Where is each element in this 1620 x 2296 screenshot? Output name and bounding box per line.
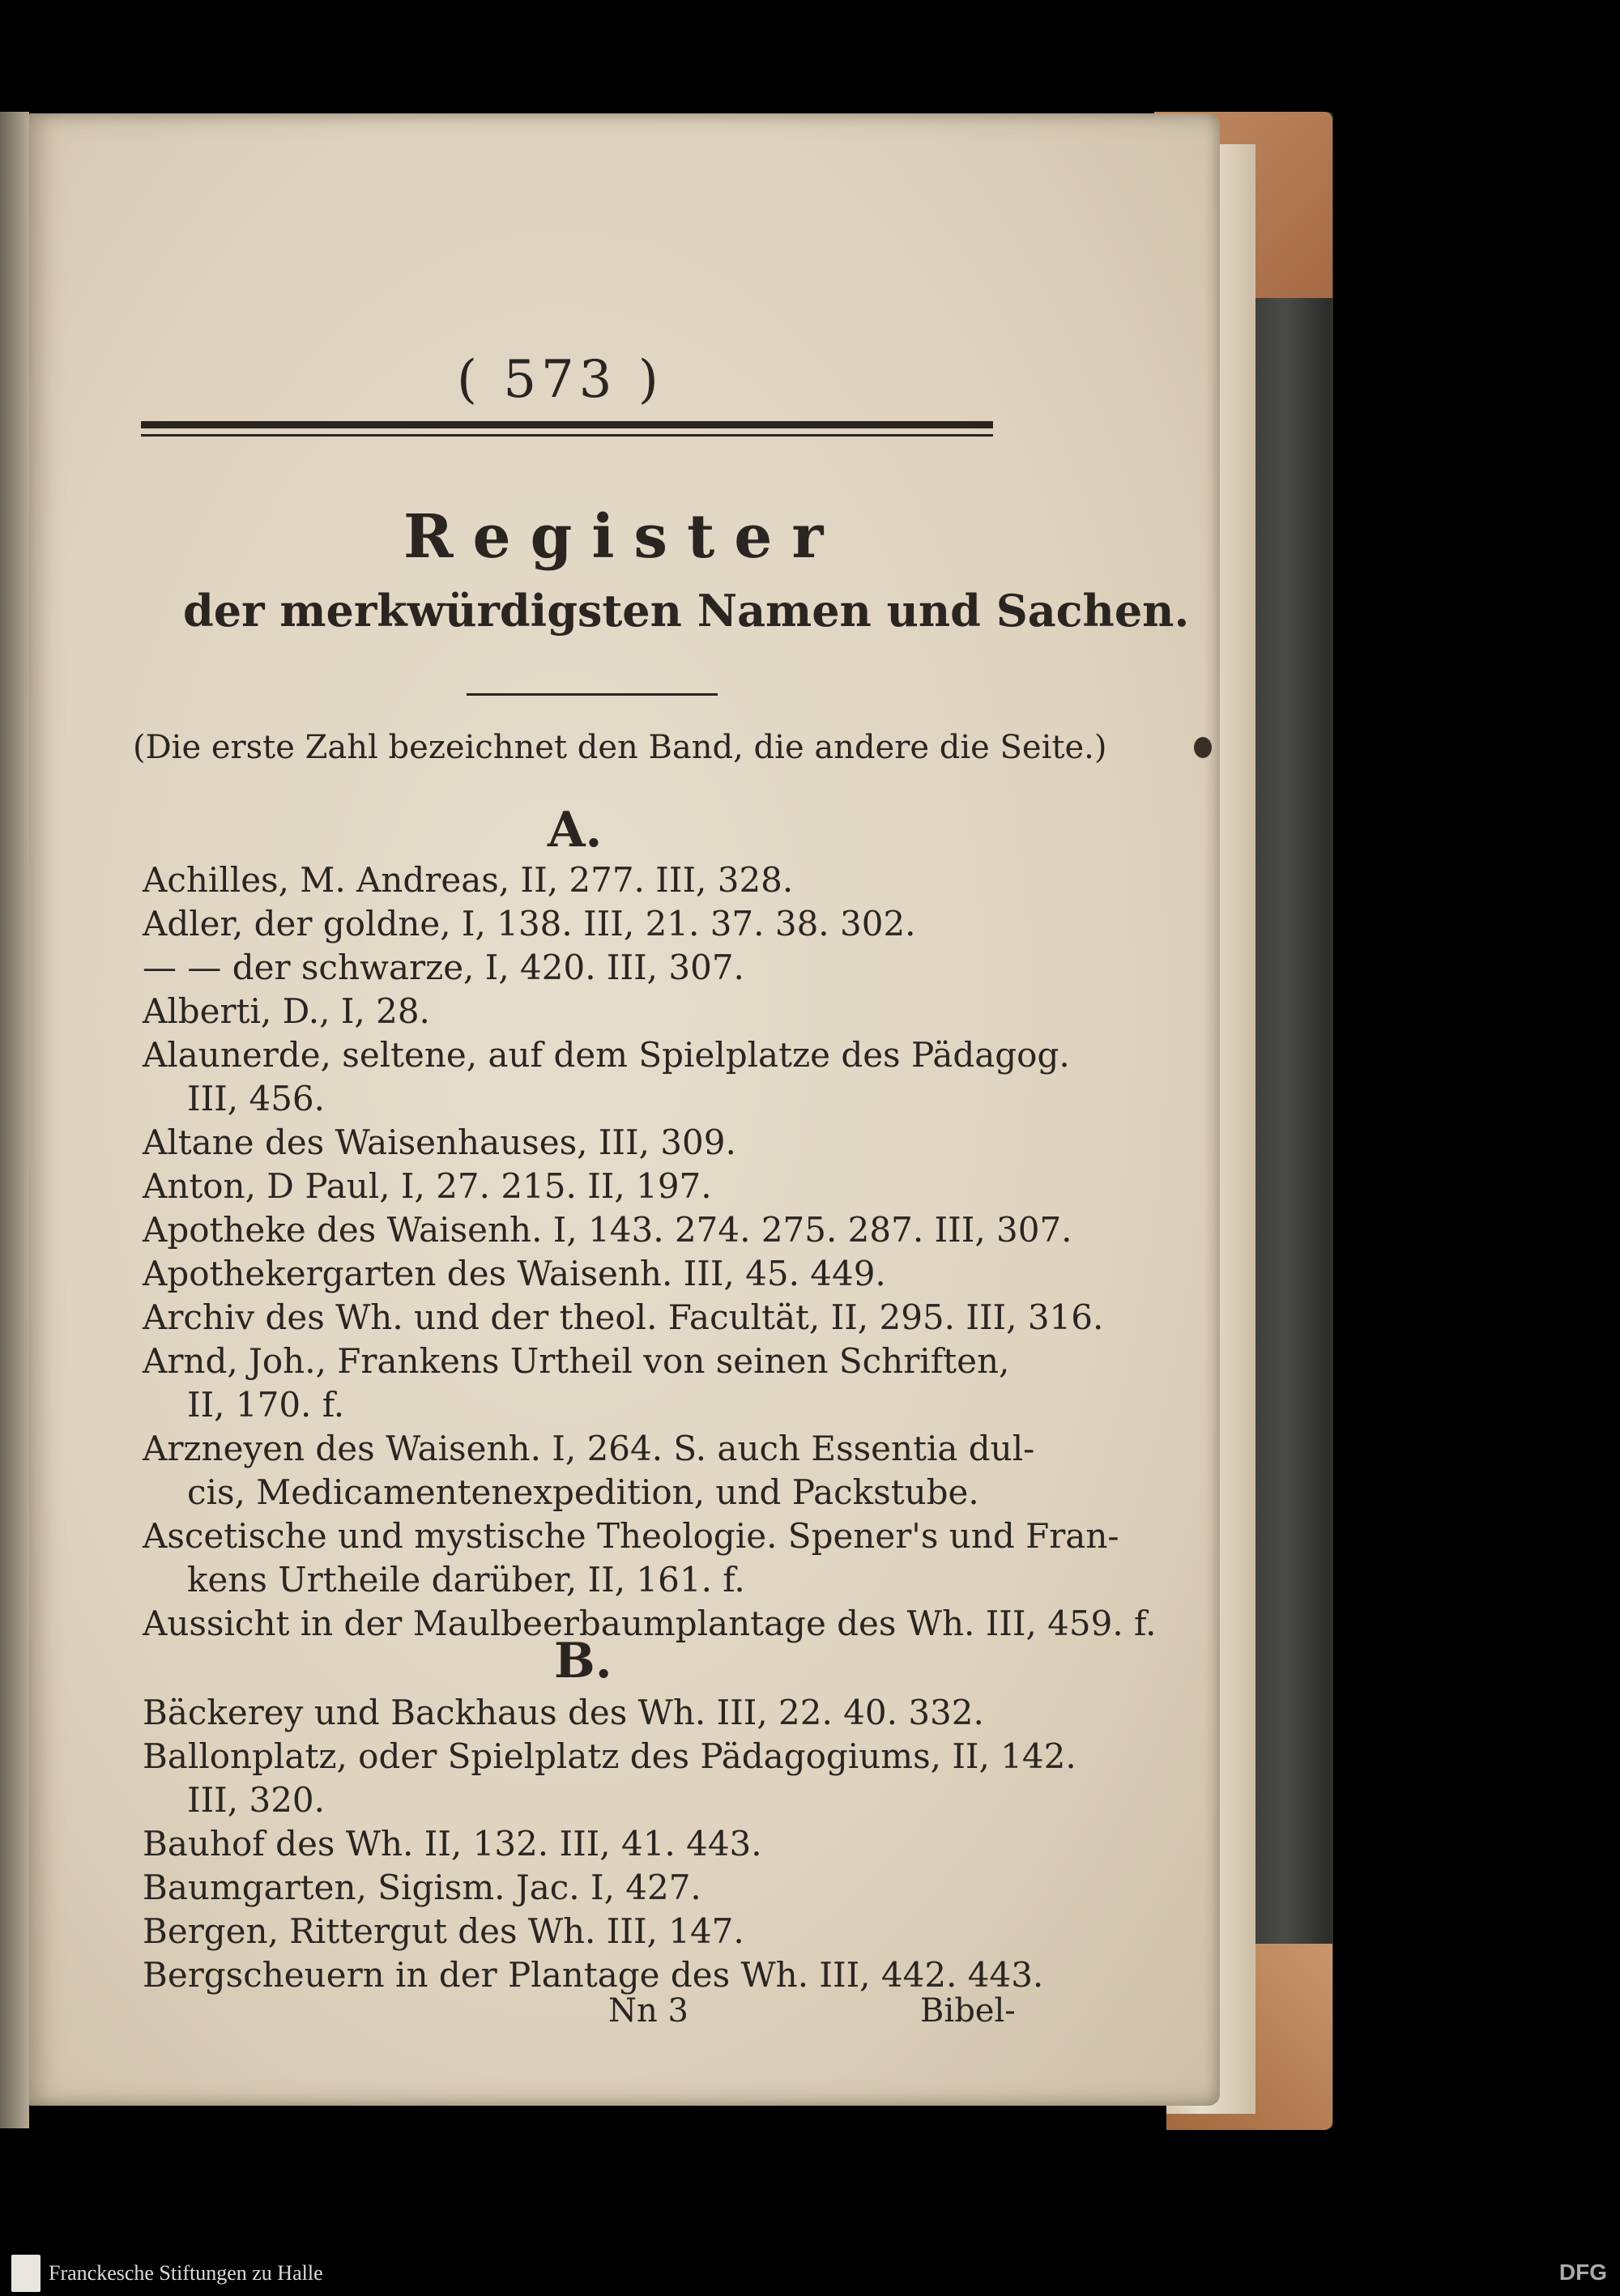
index-entry-continuation: kens Urtheile darüber, II, 161. f. (187, 1560, 745, 1600)
index-entry: Arnd, Joh., Frankens Urtheil von seinen Schriften, (143, 1341, 1010, 1381)
book-page (29, 113, 1220, 2106)
institution-name: Franckesche Stiftungen zu Halle (49, 2261, 323, 2285)
ink-blot (1194, 737, 1212, 758)
header-rule-thin (141, 434, 993, 437)
section-letter-a: A. (548, 802, 603, 858)
index-entry: Aussicht in der Maulbeerbaumplantage des Wh. III, 459. f. (143, 1604, 1157, 1643)
cover-board (1243, 243, 1328, 1952)
page-number: ( 573 ) (457, 350, 663, 410)
index-entry: — — der schwarze, I, 420. III, 307. (143, 948, 744, 987)
index-entry: Achilles, M. Andreas, II, 277. III, 328. (143, 860, 794, 900)
index-entry: Ascetische und mystische Theologie. Spener's und Fran- (143, 1516, 1119, 1556)
page-subtitle: der merkwürdigsten Namen und Sachen. (183, 585, 1190, 637)
index-entry-continuation: II, 170. f. (187, 1385, 345, 1425)
index-note: (Die erste Zahl bezeichnet den Band, die andere die Seite.) (133, 729, 1107, 766)
index-entry: Alaunerde, seltene, auf dem Spielplatze des Pädagog. (143, 1035, 1070, 1075)
index-entry: Ballonplatz, oder Spielplatz des Pädagogiums, II, 142. (143, 1736, 1076, 1776)
index-entry-continuation: cis, Medicamentenexpedition, und Packstube. (187, 1472, 979, 1512)
index-entry: Apotheke des Waisenh. I, 143. 274. 275. 287. III, 307. (143, 1210, 1072, 1250)
page-title: Register (403, 502, 843, 572)
index-entry: Apothekergarten des Waisenh. III, 45. 449. (143, 1254, 886, 1293)
catchword: Bibel- (920, 1992, 1016, 2030)
institution-logo-icon (11, 2255, 40, 2292)
index-entry: Bäckerey und Backhaus des Wh. III, 22. 40. 332. (143, 1693, 984, 1732)
index-entry: Bergscheuern in der Plantage des Wh. III, 442. 443. (143, 1955, 1044, 1995)
title-divider (467, 693, 718, 696)
index-entry: Baumgarten, Sigism. Jac. I, 427. (143, 1868, 701, 1907)
index-entry: Adler, der goldne, I, 138. III, 21. 37. 38. 302. (143, 904, 916, 944)
index-entry-continuation: III, 320. (187, 1780, 325, 1820)
index-entry: Alberti, D., I, 28. (143, 991, 430, 1031)
index-entry: Altane des Waisenhauses, III, 309. (143, 1122, 736, 1162)
dfg-logo: DFG (1558, 2260, 1607, 2285)
signature-mark: Nn 3 (608, 1992, 688, 2030)
header-rule (141, 421, 993, 428)
index-entry: Archiv des Wh. und der theol. Facultät, II, 295. III, 316. (143, 1297, 1104, 1337)
index-entry-continuation: III, 456. (187, 1079, 325, 1118)
index-entry: Arzneyen des Waisenh. I, 264. S. auch Essentia dul- (143, 1429, 1035, 1468)
index-entry: Bergen, Rittergut des Wh. III, 147. (143, 1911, 744, 1951)
index-entry: Bauhof des Wh. II, 132. III, 41. 443. (143, 1824, 762, 1864)
left-page-edge (0, 112, 29, 2128)
viewer-footer (0, 2251, 1620, 2296)
section-letter-b: B. (554, 1633, 612, 1689)
index-entry: Anton, D Paul, I, 27. 215. II, 197. (143, 1166, 712, 1206)
